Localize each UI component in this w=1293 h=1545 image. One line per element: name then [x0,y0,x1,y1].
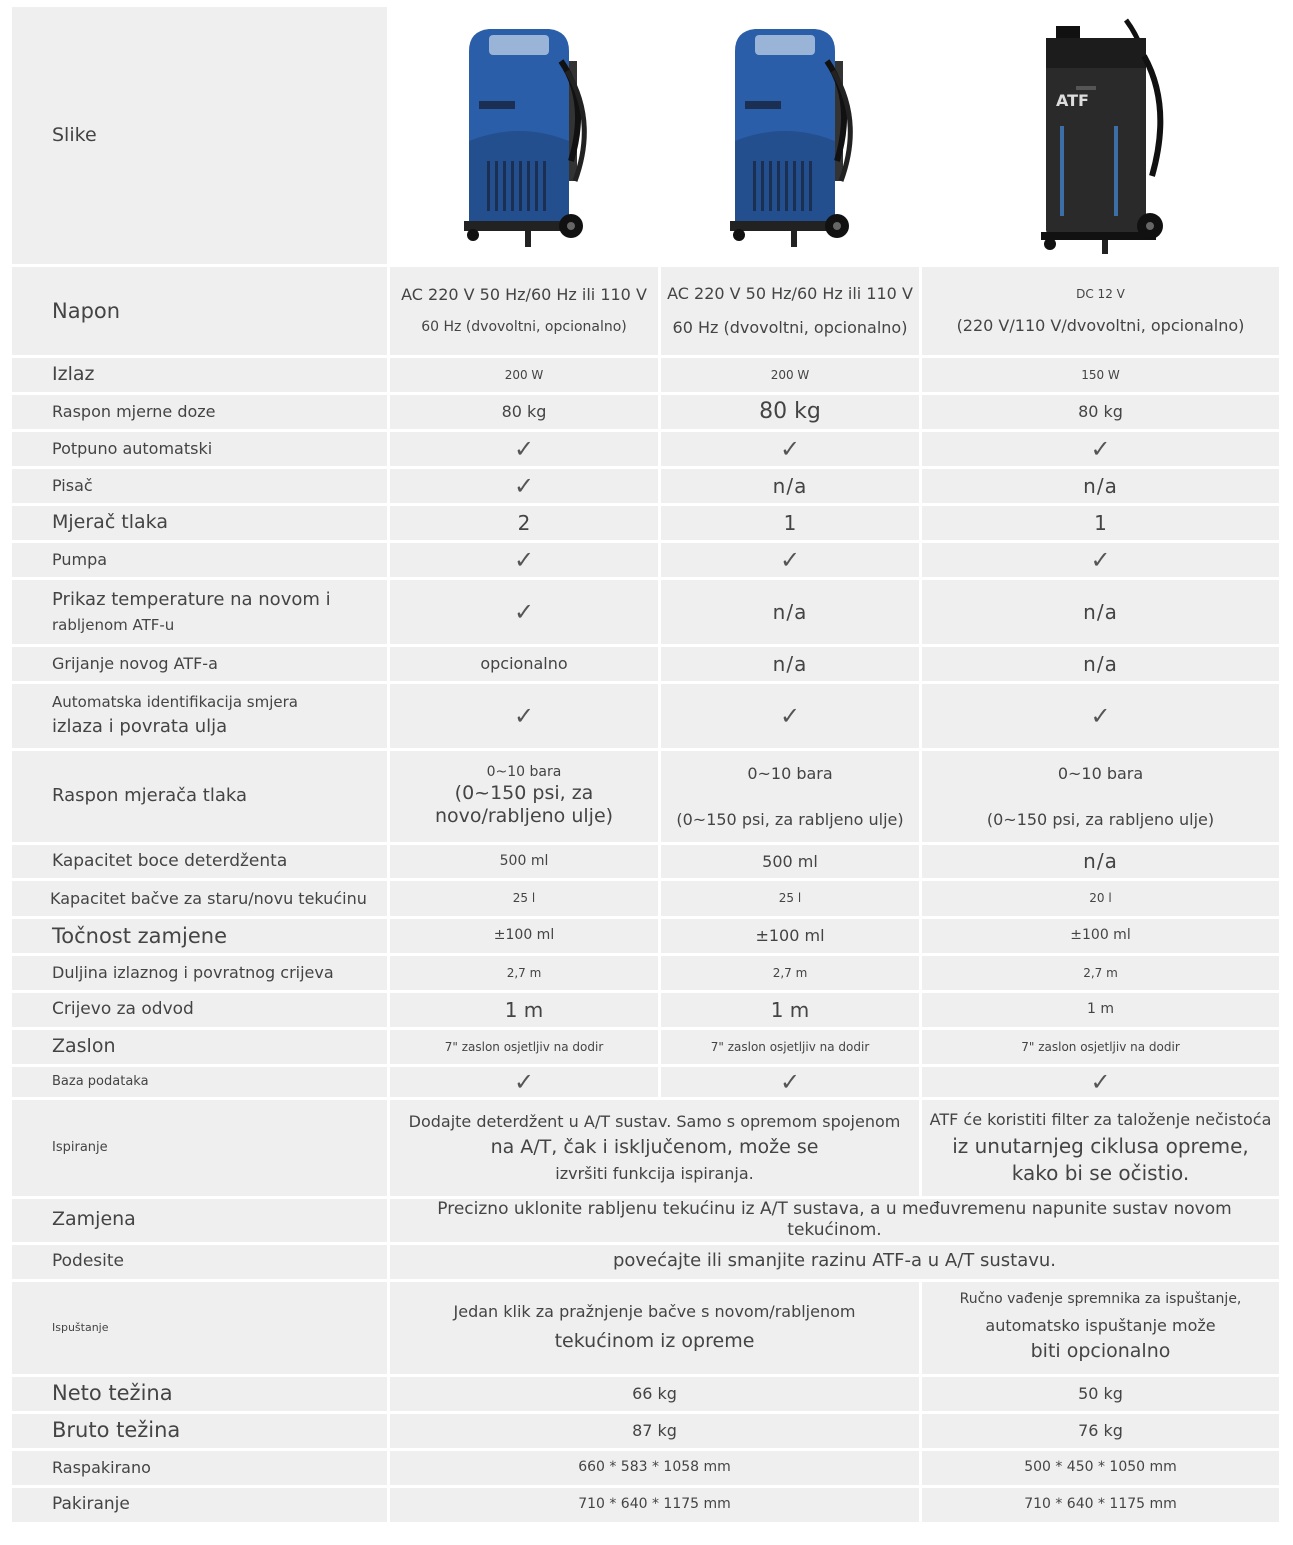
pakiranje-value-12: 710 * 640 * 1175 mm [390,1488,919,1522]
raspon-mjeraca-value-3 [922,751,1279,842]
zaslon-value-2: 7" zaslon osjetljiv na dodir [661,1030,919,1064]
label-mjerac: Mjerač tlaka [12,506,387,540]
label-pakiranje: Pakiranje [12,1488,387,1522]
row-neto [12,1377,1279,1411]
checkmark-icon: ✓ [390,684,658,748]
checkmark-icon: ✓ [922,684,1279,748]
label-neto: Neto težina [12,1377,387,1411]
raspakirano-value-3: 500 * 450 * 1050 mm [922,1451,1279,1485]
neto-value-3: 50 kg [922,1377,1279,1411]
label-bruto: Bruto težina [12,1414,387,1448]
raspon-doze-value-3: 80 kg [922,395,1279,429]
napon-1-line2: 60 Hz (dvovoltni, opcionalno) [421,319,627,336]
pisac-value-2: n/a [661,469,919,503]
ispustanje-value-12 [390,1282,919,1374]
mjerac-value-3: 1 [922,506,1279,540]
label-prikaz-line2: rabljenom ATF-u [52,615,175,634]
row-raspon-doze [12,395,1279,429]
napon-value-2 [661,267,919,355]
label-grijanje: Grijanje novog ATF-a [12,647,387,681]
label-odvod: Crijevo za odvod [12,993,387,1027]
checkmark-icon: ✓ [922,1067,1279,1097]
label-slike: Slike [12,7,387,264]
bacva-value-2: 25 l [661,881,919,916]
tocnost-value-3: ±100 ml [922,919,1279,953]
prikaz-value-3: n/a [922,580,1279,644]
row-zaslon [12,1030,1279,1064]
label-ispiranje: Ispiranje [12,1100,387,1196]
grijanje-value-3: n/a [922,647,1279,681]
podesite-value: povećajte ili smanjite razinu ATF-a u A/T sustavu. [390,1245,1279,1279]
row-grijanje [12,647,1279,681]
label-zaslon: Zaslon [12,1030,387,1064]
napon-3-line2: (220 V/110 V/dvovoltni, opcionalno) [956,315,1245,335]
label-automatski: Potpuno automatski [12,432,387,466]
odvod-value-1: 1 m [390,993,658,1027]
row-slike [12,7,1279,264]
label-pisac: Pisač [12,469,387,503]
row-odvod [12,993,1279,1027]
ispiranje-3-line2: iz unutarnjeg ciklusa opreme, [952,1134,1249,1158]
napon-2-line1: AC 220 V 50 Hz/60 Hz ili 110 V [667,284,913,303]
duljina-value-1: 2,7 m [390,956,658,990]
raspon-mjeraca-2-line1: 0~10 bara [747,763,833,783]
pisac-value-3: n/a [922,469,1279,503]
row-baza [12,1067,1279,1097]
label-podesite: Podesite [12,1245,387,1279]
tocnost-value-2: ±100 ml [661,919,919,953]
odvod-value-3: 1 m [922,993,1279,1027]
image-cell-2 [661,7,919,264]
zaslon-value-1: 7" zaslon osjetljiv na dodir [390,1030,658,1064]
prikaz-value-2: n/a [661,580,919,644]
checkmark-icon: ✓ [390,469,658,503]
row-pumpa [12,543,1279,577]
zaslon-value-3: 7" zaslon osjetljiv na dodir [922,1030,1279,1064]
row-automatski [12,432,1279,466]
deterdzent-value-1: 500 ml [390,845,658,878]
blue-atf-machine-icon [449,21,599,251]
row-izlaz [12,358,1279,392]
row-zamjena [12,1199,1279,1242]
raspon-mjeraca-value-1 [390,751,658,842]
ispustanje-12-line1: Jedan klik za pražnjenje bačve s novom/rabljenom [453,1301,856,1321]
deterdzent-value-3: n/a [922,845,1279,878]
ispiranje-value-3 [922,1100,1279,1196]
row-identifikacija [12,684,1279,748]
izlaz-value-1: 200 W [390,358,658,392]
row-deterdzent [12,845,1279,878]
tocnost-value-1: ±100 ml [390,919,658,953]
row-podesite [12,1245,1279,1279]
checkmark-icon: ✓ [661,1067,919,1097]
label-raspon-doze: Raspon mjerne doze [12,395,387,429]
ispustanje-value-3 [922,1282,1279,1374]
row-raspon-mjeraca [12,751,1279,842]
label-napon: Napon [12,267,387,355]
zamjena-value: Precizno uklonite rabljenu tekućinu iz A/T sustava, a u međuvremenu napunite sustav novom tekućinom. [390,1199,1279,1242]
mjerac-value-2: 1 [661,506,919,540]
row-ispiranje [12,1100,1279,1196]
atf-badge: ATF [1055,90,1089,110]
bacva-value-3: 20 l [922,881,1279,916]
label-identifikacija-line1: Automatska identifikacija smjera [52,693,298,712]
neto-value-12: 66 kg [390,1377,919,1411]
deterdzent-value-2: 500 ml [661,845,919,878]
label-zamjena: Zamjena [12,1199,387,1242]
raspon-mjeraca-2-line2: (0~150 psi, za rabljeno ulje) [676,809,904,829]
label-identifikacija-line2: izlaza i povrata ulja [52,716,228,738]
label-raspon-mjeraca: Raspon mjerača tlaka [12,751,387,842]
label-duljina: Duljina izlaznog i povratnog crijeva [12,956,387,990]
duljina-value-2: 2,7 m [661,956,919,990]
row-prikaz [12,580,1279,644]
ispiranje-value-12 [390,1100,919,1196]
row-pisac [12,469,1279,503]
checkmark-icon: ✓ [390,580,658,644]
row-duljina [12,956,1279,990]
label-pumpa: Pumpa [12,543,387,577]
napon-value-3 [922,267,1279,355]
bacva-value-1: 25 l [390,881,658,916]
raspakirano-value-12: 660 * 583 * 1058 mm [390,1451,919,1485]
checkmark-icon: ✓ [922,543,1279,577]
checkmark-icon: ✓ [390,543,658,577]
label-deterdzent: Kapacitet boce deterdženta [12,845,387,878]
ispiranje-12-line3: izvršiti funkcija ispiranja. [555,1163,754,1183]
blue-atf-machine-icon [715,21,865,251]
grijanje-value-2: n/a [661,647,919,681]
raspon-mjeraca-value-2 [661,751,919,842]
row-tocnost [12,919,1279,953]
ispustanje-3-line1: Ručno vađenje spremnika za ispuštanje, [959,1290,1242,1307]
row-bacva [12,881,1279,916]
raspon-mjeraca-3-line1: 0~10 bara [1057,763,1144,783]
odvod-value-2: 1 m [661,993,919,1027]
ispiranje-3-line3: kako bi se očistio. [1011,1161,1190,1185]
label-baza: Baza podataka [12,1067,387,1097]
row-pakiranje [12,1488,1279,1522]
checkmark-icon: ✓ [390,1067,658,1097]
checkmark-icon: ✓ [390,432,658,466]
izlaz-value-2: 200 W [661,358,919,392]
raspon-doze-value-2: 80 kg [661,395,919,429]
raspon-mjeraca-1-line1: 0~10 bara [486,764,562,780]
ispustanje-12-line2: tekućinom iz opreme [554,1329,755,1352]
checkmark-icon: ✓ [661,432,919,466]
mjerac-value-1: 2 [390,506,658,540]
napon-3-line1: DC 12 V [1076,286,1125,301]
ispiranje-12-line1: Dodajte deterdžent u A/T sustav. Samo s opremom spojenom [408,1112,901,1132]
ispustanje-3-line3: biti opcionalno [1030,1340,1171,1363]
black-atf-machine-icon [1026,16,1176,256]
row-mjerac [12,506,1279,540]
label-identifikacija [12,684,387,748]
raspon-doze-value-1: 80 kg [390,395,658,429]
raspon-mjeraca-1-line2: (0~150 psi, za [454,781,594,804]
ispiranje-3-line1: ATF će koristiti filter za taloženje nečistoća [929,1110,1272,1129]
label-prikaz-line1: Prikaz temperature na novom i [52,589,331,611]
ispustanje-3-line2: automatsko ispuštanje može [985,1316,1216,1336]
napon-2-line2: 60 Hz (dvovoltni, opcionalno) [672,318,908,337]
grijanje-value-1: opcionalno [390,647,658,681]
ispiranje-12-line2: na A/T, čak i isključenom, može se [490,1136,819,1159]
row-bruto [12,1414,1279,1448]
izlaz-value-3: 150 W [922,358,1279,392]
napon-1-line1: AC 220 V 50 Hz/60 Hz ili 110 V [401,285,647,305]
row-ispustanje [12,1282,1279,1374]
row-raspakirano [12,1451,1279,1485]
row-napon [12,267,1279,355]
pakiranje-value-3: 710 * 640 * 1175 mm [922,1488,1279,1522]
checkmark-icon: ✓ [661,684,919,748]
label-prikaz [12,580,387,644]
raspon-mjeraca-3-line2: (0~150 psi, za rabljeno ulje) [986,809,1215,829]
duljina-value-3: 2,7 m [922,956,1279,990]
napon-value-1 [390,267,658,355]
specification-table [9,4,1282,1525]
raspon-mjeraca-1-line3: novo/rabljeno ulje) [434,805,614,828]
checkmark-icon: ✓ [661,543,919,577]
label-ispustanje: Ispuštanje [12,1282,387,1374]
bruto-value-12: 87 kg [390,1414,919,1448]
image-cell-1 [390,7,658,264]
label-raspakirano: Raspakirano [12,1451,387,1485]
label-tocnost: Točnost zamjene [12,919,387,953]
label-bacva: Kapacitet bačve za staru/novu tekućinu [12,881,387,916]
bruto-value-3: 76 kg [922,1414,1279,1448]
checkmark-icon: ✓ [922,432,1279,466]
label-izlaz: Izlaz [12,358,387,392]
image-cell-3 [922,7,1279,264]
